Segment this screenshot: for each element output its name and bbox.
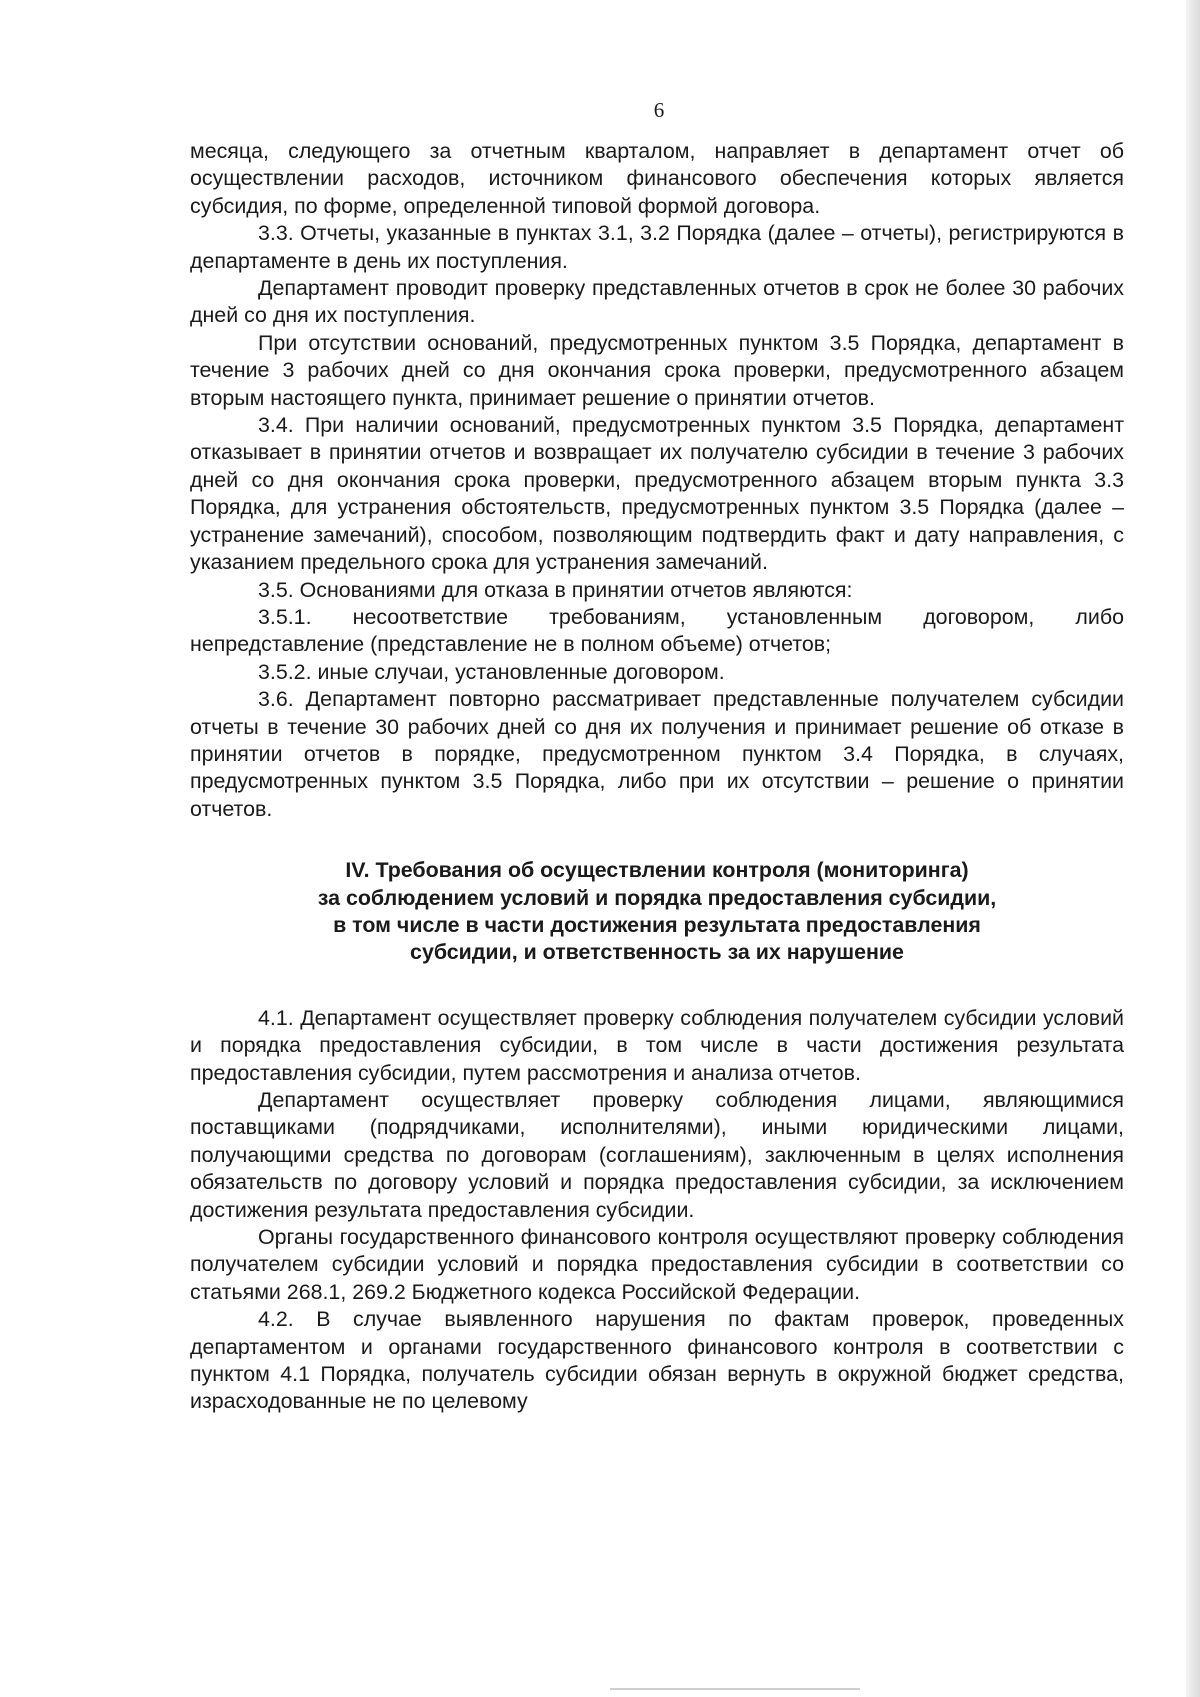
section-heading	[190, 857, 1124, 967]
section-heading-line: IV. Требования об осуществлении контроля (мониторинга)	[345, 858, 969, 883]
scan-artifact-line	[610, 1688, 860, 1690]
section-heading-line: в том числе в части достижения результата предоставления	[333, 912, 981, 937]
paragraph: 3.6. Департамент повторно рассматривает представленные получателем субсидии отчеты в течение 30 рабочих дней со дня их получения и принимает решение об отказе в принятии отчетов в порядке, предусмотренном пунктом 3.4 Порядка, в случаях, предусмотренных пунктом 3.5 Порядка, либо при их отсутствии – решение о принятии отчетов.	[190, 687, 1124, 821]
paragraph: Департамент осуществляет проверку соблюдения лицами, являющимися поставщиками (подрядчиками, исполнителями), иными юридическими лицами, получающими средства по договорам (соглашениям), заключенным в целях исполнения обязательств по договору условий и порядка предоставления субсидии, за исключением достижения результата предоставления субсидии.	[190, 1088, 1124, 1222]
paragraph: 4.2. В случае выявленного нарушения по фактам проверок, проведенных департаментом и органами государственного финансового контроля в соответствии с пунктом 4.1 Порядка, получатель субсидии обязан вернуть в окружной бюджет средства, израсходованные не по целевому	[190, 1307, 1124, 1414]
paragraph: месяца, следующего за отчетным кварталом, направляет в департамент отчет об осуществлении расходов, источником финансового обеспечения которых является субсидия, по форме, определенной типовой формой договора.	[190, 139, 1124, 218]
document-body	[190, 138, 1124, 1416]
scan-edge-shadow	[1186, 0, 1200, 1697]
paragraph: Департамент проводит проверку представленных отчетов в срок не более 30 рабочих дней со дня их поступления.	[190, 276, 1124, 328]
section-heading-line: субсидии, и ответственность за их нарушение	[410, 940, 904, 965]
paragraph: 3.5. Основаниями для отказа в принятии отчетов являются:	[258, 577, 853, 602]
paragraph: 3.4. При наличии оснований, предусмотренных пунктом 3.5 Порядка, департамент отказывает в принятии отчетов и возвращает их получателю субсидии в течение 3 рабочих дней со дня окончания срока проверки, предусмотренного абзацем вторым пункта 3.3 Порядка, для устранения обстоятельств, предусмотренных пунктом 3.5 Порядка (далее – устранение замечаний), способом, позволяющим подтвердить факт и дату направления, с указанием предельного срока для устранения замечаний.	[190, 413, 1124, 575]
paragraph: Органы государственного финансового контроля осуществляют проверку соблюдения получателем субсидии условий и порядка предоставления субсидии в соответствии со статьями 268.1, 269.2 Бюджетного кодекса Российской Федерации.	[190, 1225, 1124, 1304]
section-iii-paragraphs	[190, 138, 1124, 823]
section-heading-line: за соблюдением условий и порядка предоставления субсидии,	[317, 885, 997, 910]
paragraph: При отсутствии оснований, предусмотренных пунктом 3.5 Порядка, департамент в течение 3 рабочих дней со дня окончания срока проверки, предусмотренного абзацем вторым настоящего пункта, принимает решение о принятии отчетов.	[190, 330, 1124, 410]
paragraph: 3.5.2. иные случаи, установленные договором.	[258, 659, 725, 684]
paragraph: 3.3. Отчеты, указанные в пунктах 3.1, 3.2 Порядка (далее – отчеты), регистрируются в департаменте в день их поступления.	[190, 221, 1124, 273]
paragraph: 4.1. Департамент осуществляет проверку соблюдения получателем субсидии условий и порядка предоставления субсидии, в том числе в части достижения результата предоставления субсидии, путем рассмотрения и анализа отчетов.	[190, 1005, 1124, 1085]
paragraph: 3.5.1. несоответствие требованиям, установленным договором, либо непредставление (представление не в полном объеме) отчетов;	[190, 604, 1124, 657]
section-iv-paragraphs	[190, 1005, 1124, 1416]
page-number: 6	[653, 98, 665, 122]
